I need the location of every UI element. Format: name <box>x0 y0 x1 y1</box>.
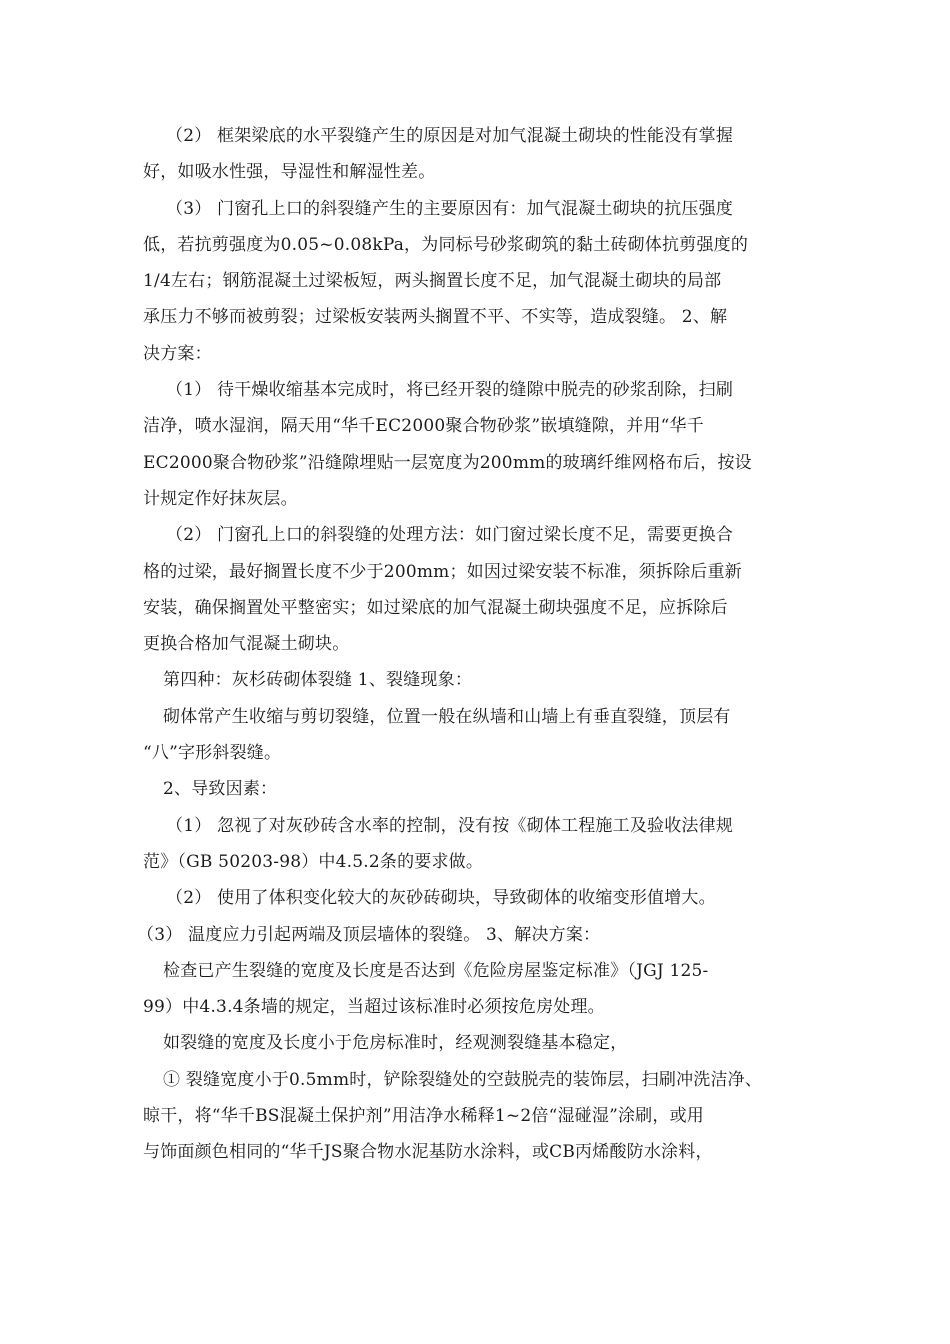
text-line: 1/4左右；钢筋混凝土过梁板短，两头搁置长度不足，加气混凝土砌块的局部 <box>143 271 722 292</box>
text-line: 承压力不够而被剪裂；过梁板安装两头搁置不平、不实等，造成裂缝。 2、解 <box>143 307 728 328</box>
text-line: EC2000聚合物砂浆”沿缝隙埋贴一层宽度为200mm的玻璃纤维网格布后，按设 <box>143 452 752 473</box>
text-line: （2） 门窗孔上口的斜裂缝的处理方法：如门窗过梁长度不足，需要更换合 <box>166 525 734 546</box>
text-line: 与饰面颜色相同的“华千JS聚合物水泥基防水涂料，或CB丙烯酸防水涂料， <box>143 1142 713 1163</box>
text-line: 如裂缝的宽度及长度小于危房标准时，经观测裂缝基本稳定， <box>163 1033 628 1054</box>
text-line: 99）中4.3.4条墙的规定，当超过该标准时必须按危房处理。 <box>143 997 605 1018</box>
text-line: 第四种：灰杉砖砌体裂缝 1、裂缝现象： <box>163 670 473 691</box>
text-line: 安装，确保搁置处平整密实；如过梁底的加气混凝土砌块强度不足，应拆除后 <box>143 597 728 618</box>
text-line: 决方案： <box>143 343 212 364</box>
text-line: 格的过梁，最好搁置长度不少于200mm；如因过梁安装不标准，须拆除后重新 <box>143 561 742 582</box>
text-line: （3） 门窗孔上口的斜裂缝产生的主要原因有：加气混凝土砌块的抗压强度 <box>166 198 734 219</box>
text-line: 计规定作好抹灰层。 <box>143 488 298 509</box>
text-line: （2） 使用了体积变化较大的灰砂砖砌块，导致砌体的收缩变形值增大。 <box>166 888 716 909</box>
text-line: 更换合格加气混凝土砌块。 <box>143 634 350 655</box>
text-line: （2） 框架梁底的水平裂缝产生的原因是对加气混凝土砌块的性能没有掌握 <box>166 126 734 146</box>
text-line: （1） 待干燥收缩基本完成时，将已经开裂的缝隙中脱壳的砂浆刮除，扫刷 <box>166 380 734 401</box>
text-line: 2、导致因素： <box>163 779 278 800</box>
text-line: 洁净，喷水湿润，隔天用“华千EC2000聚合物砂浆”嵌填缝隙，并用“华千 <box>143 416 704 437</box>
text-line: 砌体常产生收缩与剪切裂缝，位置一般在纵墙和山墙上有垂直裂缝，顶层有 <box>163 706 731 727</box>
text-line: 低，若抗剪强度为0.05~0.08kPa，为同标号砂浆砌筑的黏土砖砌体抗剪强度的 <box>143 234 749 255</box>
text-line: 晾干，将“华千BS混凝土保护剂”用洁净水稀释1~2倍“湿碰湿”涂刷，或用 <box>143 1106 704 1127</box>
text-line: 范》（GB 50203-98）中4.5.2条的要求做。 <box>143 851 484 872</box>
text-line: （1） 忽视了对灰砂砖含水率的控制，没有按《砌体工程施工及验收法律规 <box>166 815 734 836</box>
text-line: 检查已产生裂缝的宽度及长度是否达到《危险房屋鉴定标准》（JGJ 125- <box>163 960 709 981</box>
text-line: （3） 温度应力引起两端及顶层墙体的裂缝。 3、解决方案： <box>137 924 601 945</box>
text-line: ① 裂缝宽度小于0.5mm时，铲除裂缝处的空鼓脱壳的装饰层，扫刷冲洗洁净、 <box>163 1069 763 1090</box>
text-line: 好，如吸水性强，导湿性和解湿性差。 <box>143 162 436 183</box>
text-line: “八”字形斜裂缝。 <box>143 743 282 764</box>
document-body <box>137 118 813 1171</box>
